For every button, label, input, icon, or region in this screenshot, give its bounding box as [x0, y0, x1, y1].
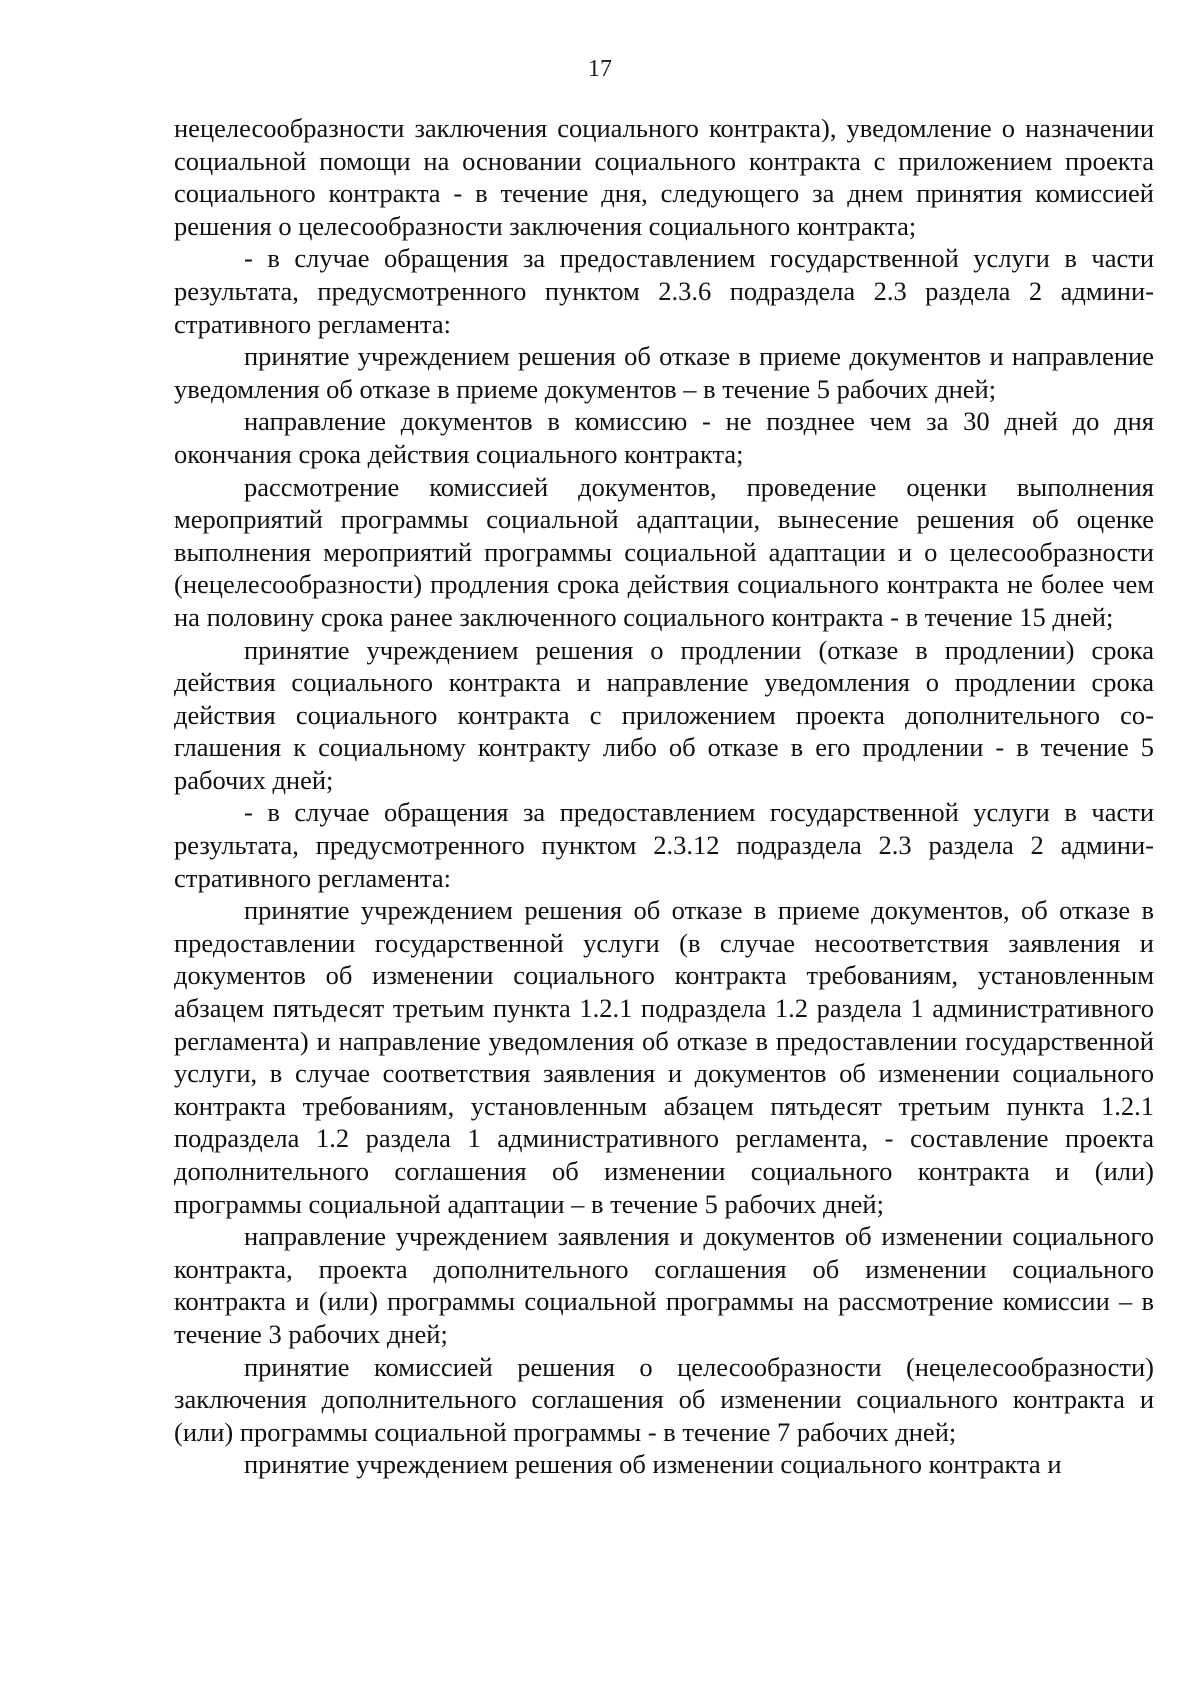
paragraph: - в случае обращения за предоставлением государственной услуги в части результата, предусмотренного пунктом 2.3.12 подраздела 2.3 раздела 2 административного регламента: — [174, 797, 1154, 893]
paragraph: рассмотрение комиссией документов, проведение оценки выполнения мероприятий программы социальной адаптации, вынесение решения об оценке выполнения мероприятий программы социальной адаптации и о целесообразности (нецелесообразности) продления срока действия социального контракта не более чем на половину срока ранее заключенного социального контракта - в течение 15 дней; — [174, 471, 1154, 632]
paragraph: принятие учреждением решения об изменении социального контракта и — [244, 1449, 1062, 1480]
paragraph: принятие учреждением решения об отказе в приеме документов, об отказе в предоставлении государственной услуги (в случае несоответствия заявления и документов об изменении социального контракта требованиям, установленным абзацем пятьдесят третьим пункта 1.2.1 подраздела 1.2 раздела 1 административного регламента) и направление уведомления об отказе в предоставлении государственной услуги, в случае соответствия заявления и документов об изменении социального контракта требованиям, установленным абзацем пятьдесят третьим пункта 1.2.1 подраздела 1.2 раздела 1 административного регламента, - составление проекта дополнительного соглашения об изменении социального контракта и (или) программы социальной адаптации – в течение 5 рабочих дней; — [174, 895, 1154, 1219]
paragraph: нецелесообразности заключения социального контракта), уведомление о назначении социальной помощи на основании социального контракта с приложением проекта социального контракта - в течение дня, следующего за днем принятия комиссией решения о целесообразности заключения социального контракта; — [174, 113, 1154, 241]
paragraph: направление документов в комиссию - не позднее чем за 30 дней до дня окончания срока действия социального контракта; — [174, 406, 1154, 469]
paragraph: направление учреждением заявления и документов об изменении социального контракта, проекта дополнительного соглашения об изменении социального контракта и (или) программы социальной программы на рассмотрение комиссии – в течение 3 рабочих дней; — [174, 1221, 1154, 1349]
paragraph: принятие учреждением решения об отказе в приеме документов и направление уведомления об отказе в приеме документов – в течение 5 рабочих дней; — [174, 341, 1154, 404]
paragraph: - в случае обращения за предоставлением государственной услуги в части результата, предусмотренного пунктом 2.3.6 подраздела 2.3 раздела 2 административного регламента: — [174, 243, 1154, 339]
paragraph: принятие комиссией решения о целесообразности (нецелесообразности) заключения дополнительного соглашения об изменении социального контракта и (или) программы социальной программы - в течение 7 рабочих дней; — [174, 1351, 1154, 1447]
document-body — [174, 112, 1154, 1481]
page-number: 17 — [588, 56, 612, 82]
paragraph: принятие учреждением решения о продлении (отказе в продлении) срока действия социального контракта и направление уведомления о продлении срока действия социального контракта с приложением проекта дополнительного соглашения к социальному контракту либо об отказе в его продлении - в течение 5 рабочих дней; — [174, 634, 1154, 795]
